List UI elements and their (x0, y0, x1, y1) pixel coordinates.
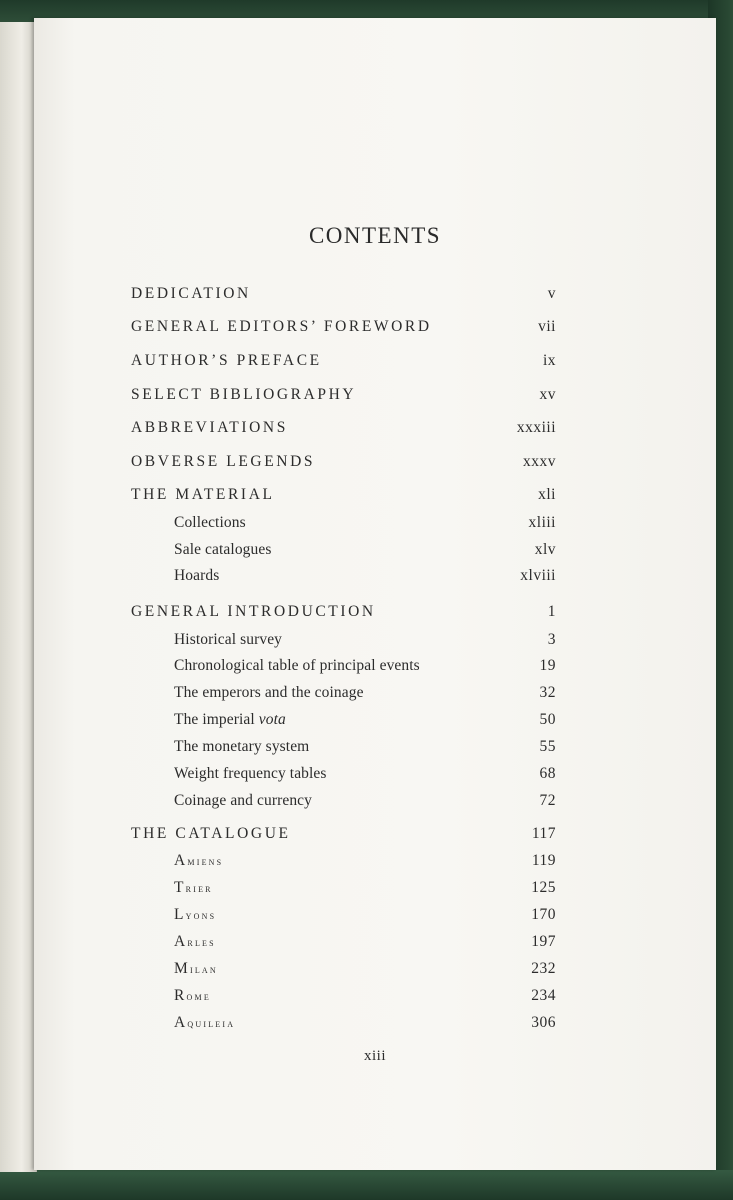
page-title: CONTENTS (308, 223, 442, 248)
toc-entry-label: ABBREVIATIONS (131, 419, 288, 436)
toc-entry-page: 1 (547, 603, 556, 620)
toc-entry-label: The monetary system (174, 738, 310, 755)
toc-entry-label: GENERAL EDITORS’ FOREWORD (131, 318, 432, 335)
toc-entry-emperors-and-coinage (174, 681, 364, 705)
toc-entry-obverse-legends (131, 450, 315, 474)
toc-entry-page: v (547, 285, 556, 302)
toc-entry-label: SELECT BIBLIOGRAPHY (131, 386, 357, 403)
toc-entry-page: 3 (547, 631, 556, 648)
toc-entry-hoards (174, 564, 219, 588)
toc-entry-milan (174, 957, 218, 981)
toc-entry-page: 234 (531, 987, 556, 1004)
toc-entry-sale-catalogues (174, 538, 271, 562)
toc-entry-amiens (174, 849, 223, 873)
previous-page-edge (0, 22, 37, 1172)
toc-entry-imperial-vota (174, 708, 286, 732)
toc-entry-page: 306 (531, 1014, 556, 1031)
toc-entry-page: 232 (531, 960, 556, 977)
toc-entry-label: Weight frequency tables (174, 765, 327, 782)
toc-entry-label: Hoards (174, 567, 220, 584)
toc-entry-page: xli (538, 486, 556, 503)
toc-entry-label: Arles (174, 933, 216, 950)
toc-entry-page: xlv (534, 541, 556, 558)
toc-entry-page: xxxv (523, 453, 556, 470)
toc-entry-label: Historical survey (174, 631, 283, 648)
toc-entry-label-prefix: The imperial (174, 711, 259, 728)
contents-page (34, 18, 716, 1170)
toc-entry-page: vii (538, 318, 556, 335)
toc-entry-label: Chronological table of principal events (174, 657, 420, 674)
toc-entry-page: xxxiii (516, 419, 556, 436)
toc-entry-page: 117 (531, 825, 556, 842)
toc-entry-label: The emperors and the coinage (174, 684, 364, 701)
toc-entry-page: xv (539, 386, 556, 403)
toc-entry-page: 170 (531, 906, 556, 923)
toc-entry-lyons (174, 903, 216, 927)
toc-entry-label: Sale catalogues (174, 541, 272, 558)
toc-entry-arles (174, 930, 216, 954)
toc-entry-label: Milan (174, 960, 218, 977)
table-of-contents (34, 18, 716, 1170)
toc-entry-coinage-and-currency (174, 789, 312, 813)
toc-entry-trier (174, 876, 213, 900)
toc-entry-label: Aquileia (174, 1014, 236, 1031)
toc-entry-general-editors-foreword (131, 315, 432, 339)
toc-entry-label: Collections (174, 514, 246, 531)
toc-entry-page: 32 (539, 684, 556, 701)
toc-entry-chronological-table (174, 654, 420, 678)
toc-entry-page: xlviii (520, 567, 556, 584)
toc-entry-label: Coinage and currency (174, 792, 312, 809)
toc-entry-label: GENERAL INTRODUCTION (131, 603, 376, 620)
toc-entry-label: Rome (174, 987, 211, 1004)
toc-entry-weight-frequency-tables (174, 762, 327, 786)
toc-entry-page: 125 (531, 879, 556, 896)
toc-entry-label: Lyons (174, 906, 217, 923)
toc-entry-page: xliii (528, 514, 556, 531)
toc-entry-the-material (131, 483, 275, 507)
toc-entry-label: OBVERSE LEGENDS (131, 453, 316, 470)
toc-entry-collections (174, 511, 246, 535)
book-cover-bottom (0, 1170, 733, 1200)
toc-entry-page: ix (542, 352, 556, 369)
toc-entry-authors-preface (131, 349, 322, 373)
toc-entry-page: 50 (539, 711, 556, 728)
toc-entry-label: THE CATALOGUE (131, 825, 291, 842)
toc-entry-dedication (131, 282, 251, 306)
toc-entry-page: 119 (531, 852, 556, 869)
toc-entry-page: 197 (531, 933, 556, 950)
toc-entry-select-bibliography (131, 383, 356, 407)
toc-entry-abbreviations (131, 416, 288, 440)
toc-entry-label: Trier (174, 879, 213, 896)
toc-entry-the-catalogue (131, 822, 291, 846)
toc-entry-label: THE MATERIAL (131, 486, 275, 503)
toc-entry-aquileia (174, 1011, 235, 1035)
toc-entry-general-introduction (131, 600, 376, 624)
toc-entry-historical-survey (174, 628, 282, 652)
page-number: xiii (363, 1048, 386, 1064)
toc-entry-label: Amiens (174, 852, 224, 869)
toc-entry-page: 55 (539, 738, 556, 755)
toc-entry-page: 19 (539, 657, 556, 674)
toc-entry-monetary-system (174, 735, 309, 759)
toc-entry-label-italic: vota (258, 711, 286, 728)
toc-entry-page: 72 (539, 792, 556, 809)
toc-entry-rome (174, 984, 211, 1008)
toc-entry-label: AUTHOR’S PREFACE (131, 352, 322, 369)
toc-entry-label: DEDICATION (131, 285, 251, 302)
toc-entry-page: 68 (539, 765, 556, 782)
